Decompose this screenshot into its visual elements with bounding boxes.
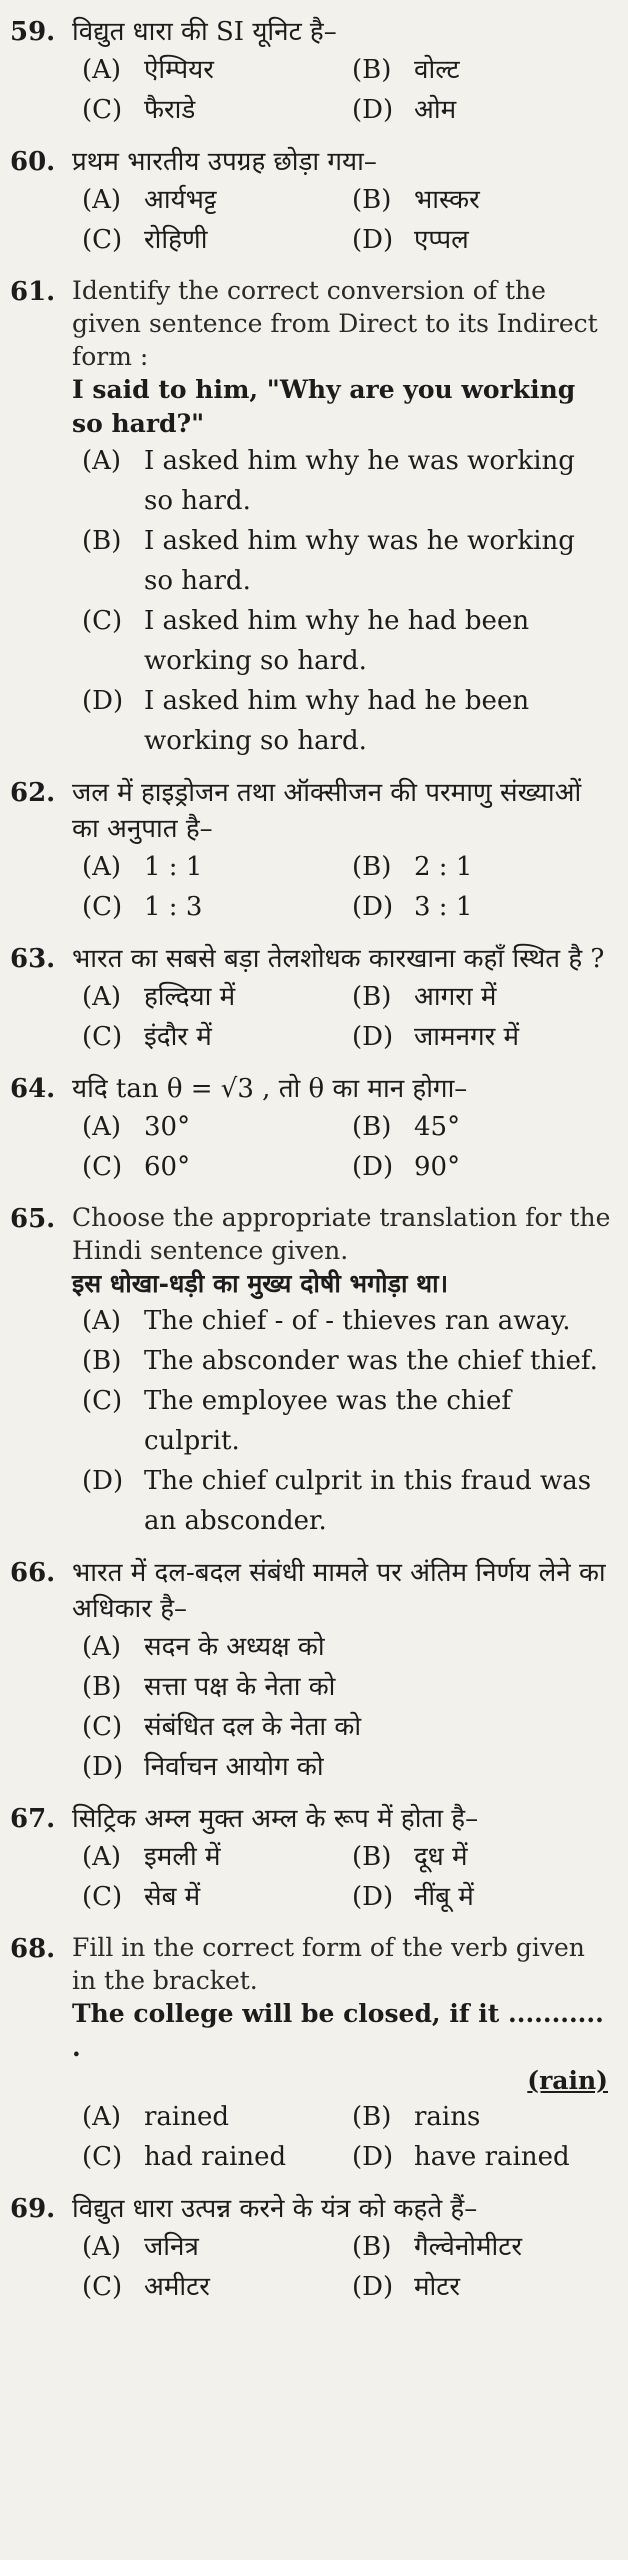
option-label: (B) bbox=[352, 55, 392, 85]
option-a bbox=[82, 847, 342, 887]
option-text: नींबू में bbox=[414, 1882, 474, 1912]
option-a bbox=[82, 1301, 612, 1341]
option-label: (A) bbox=[82, 2232, 122, 2262]
option-c bbox=[82, 2137, 342, 2177]
option-a bbox=[82, 441, 612, 521]
option-text: 60° bbox=[144, 1152, 191, 1182]
option-text: I asked him why had he been working so hard. bbox=[144, 686, 530, 756]
question-number: 59. bbox=[10, 17, 56, 47]
option-a bbox=[82, 2097, 342, 2137]
option-label: (A) bbox=[82, 185, 122, 215]
question-61 bbox=[10, 274, 612, 761]
question-59 bbox=[10, 14, 612, 130]
option-text: अमीटर bbox=[144, 2272, 210, 2302]
option-d bbox=[352, 1147, 612, 1187]
question-number: 61. bbox=[10, 277, 56, 307]
option-label: (D) bbox=[352, 2272, 394, 2302]
option-label: (A) bbox=[82, 446, 122, 476]
option-c bbox=[82, 90, 342, 130]
question-number: 64. bbox=[10, 1074, 56, 1104]
option-label: (A) bbox=[82, 1306, 122, 1336]
option-text: have rained bbox=[414, 2142, 570, 2172]
option-label: (B) bbox=[352, 1112, 392, 1142]
options bbox=[82, 2227, 612, 2307]
option-text: एप्पल bbox=[414, 225, 469, 255]
option-text: I asked him why he was working so hard. bbox=[144, 446, 575, 516]
question-number: 65. bbox=[10, 1204, 56, 1234]
option-c bbox=[82, 601, 612, 681]
option-b bbox=[352, 2097, 612, 2137]
question-69 bbox=[10, 2191, 612, 2307]
option-d bbox=[352, 2267, 612, 2307]
option-label: (C) bbox=[82, 1882, 123, 1912]
option-b bbox=[352, 977, 612, 1017]
option-text: जनित्र bbox=[144, 2232, 199, 2262]
option-label: (B) bbox=[352, 2102, 392, 2132]
option-c bbox=[82, 2267, 342, 2307]
question-number: 66. bbox=[10, 1558, 56, 1588]
options bbox=[82, 2097, 612, 2177]
option-label: (B) bbox=[82, 1672, 122, 1702]
question-67 bbox=[10, 1801, 612, 1917]
option-label: (B) bbox=[352, 982, 392, 1012]
option-text: हल्दिया में bbox=[144, 982, 236, 1012]
question-66 bbox=[10, 1555, 612, 1787]
option-text: सदन के अध्यक्ष को bbox=[144, 1632, 325, 1662]
option-a bbox=[82, 50, 342, 90]
option-d bbox=[352, 887, 612, 927]
option-label: (B) bbox=[82, 526, 122, 556]
option-label: (B) bbox=[352, 1842, 392, 1872]
question-stem: Choose the appropriate translation for the Hindi sentence given. bbox=[72, 1203, 611, 1265]
question-68 bbox=[10, 1931, 612, 2177]
option-text: I asked him why was he working so hard. bbox=[144, 526, 575, 596]
options bbox=[82, 977, 612, 1057]
option-label: (A) bbox=[82, 55, 122, 85]
option-label: (A) bbox=[82, 982, 122, 1012]
question-stem: Identify the correct conversion of the given sentence from Direct to its Indirect form : bbox=[72, 276, 598, 371]
option-text: भास्कर bbox=[414, 185, 480, 215]
option-text: इंदौर में bbox=[144, 1022, 212, 1052]
option-label: (C) bbox=[82, 1152, 123, 1182]
option-d bbox=[352, 2137, 612, 2177]
option-d bbox=[352, 1017, 612, 1057]
option-label: (A) bbox=[82, 1112, 122, 1142]
option-label: (D) bbox=[352, 1022, 394, 1052]
option-text: rains bbox=[414, 2102, 481, 2132]
option-label: (C) bbox=[82, 1386, 123, 1416]
option-text: ओम bbox=[414, 95, 457, 125]
option-label: (B) bbox=[352, 852, 392, 882]
option-text: आगरा में bbox=[414, 982, 497, 1012]
option-label: (D) bbox=[82, 1752, 124, 1782]
option-b bbox=[82, 1667, 612, 1707]
option-c bbox=[82, 1877, 342, 1917]
option-text: The absconder was the chief thief. bbox=[144, 1346, 598, 1376]
option-text: संबंधित दल के नेता को bbox=[144, 1712, 362, 1742]
option-label: (D) bbox=[352, 2142, 394, 2172]
question-number: 62. bbox=[10, 778, 56, 808]
question-number: 68. bbox=[10, 1934, 56, 1964]
question-stem: विद्युत धारा उत्पन्न करने के यंत्र को कहते हैं– bbox=[72, 2194, 478, 2224]
verb-hint: (rain) bbox=[527, 2066, 608, 2095]
options bbox=[82, 847, 612, 927]
option-text: 1 : 3 bbox=[144, 892, 203, 922]
question-stem: यदि tan θ = √3 , तो θ का मान होगा– bbox=[72, 1074, 468, 1104]
options bbox=[82, 1627, 612, 1787]
option-text: 45° bbox=[414, 1112, 461, 1142]
option-c bbox=[82, 1017, 342, 1057]
option-c bbox=[82, 1381, 612, 1461]
option-a bbox=[82, 1107, 342, 1147]
option-label: (D) bbox=[82, 686, 124, 716]
option-c bbox=[82, 887, 342, 927]
option-text: निर्वाचन आयोग को bbox=[144, 1752, 324, 1782]
question-number: 63. bbox=[10, 944, 56, 974]
option-text: दूध में bbox=[414, 1842, 468, 1872]
option-a bbox=[82, 977, 342, 1017]
option-text: had rained bbox=[144, 2142, 287, 2172]
question-stem: भारत में दल-बदल संबंधी मामले पर अंतिम निर्णय लेने का अधिकार है– bbox=[72, 1558, 606, 1624]
option-label: (C) bbox=[82, 2272, 123, 2302]
option-label: (D) bbox=[352, 225, 394, 255]
option-label: (C) bbox=[82, 95, 123, 125]
options bbox=[82, 50, 612, 130]
option-text: सेब में bbox=[144, 1882, 201, 1912]
option-text: 90° bbox=[414, 1152, 461, 1182]
option-text: rained bbox=[144, 2102, 230, 2132]
question-63 bbox=[10, 941, 612, 1057]
question-number: 67. bbox=[10, 1804, 56, 1834]
question-stem: सिट्रिक अम्ल मुक्त अम्ल के रूप में होता है– bbox=[72, 1804, 479, 1834]
option-d bbox=[352, 1877, 612, 1917]
option-label: (C) bbox=[82, 1712, 123, 1742]
option-b bbox=[82, 1341, 612, 1381]
option-label: (A) bbox=[82, 1842, 122, 1872]
question-stem: Fill in the correct form of the verb given in the bracket. bbox=[72, 1933, 585, 1995]
option-text: 3 : 1 bbox=[414, 892, 473, 922]
option-b bbox=[352, 2227, 612, 2267]
option-b bbox=[352, 1837, 612, 1877]
option-text: The employee was the chief culprit. bbox=[144, 1386, 511, 1456]
question-stem: प्रथम भारतीय उपग्रह छोड़ा गया– bbox=[72, 147, 377, 177]
options bbox=[82, 180, 612, 260]
question-65 bbox=[10, 1201, 612, 1541]
question-64 bbox=[10, 1071, 612, 1187]
option-label: (D) bbox=[352, 1882, 394, 1912]
option-label: (C) bbox=[82, 225, 123, 255]
option-text: फैराडे bbox=[144, 95, 196, 125]
options bbox=[82, 1837, 612, 1917]
option-text: 2 : 1 bbox=[414, 852, 473, 882]
option-c bbox=[82, 1147, 342, 1187]
option-a bbox=[82, 1627, 612, 1667]
options bbox=[82, 441, 612, 761]
option-c bbox=[82, 220, 342, 260]
question-number: 69. bbox=[10, 2194, 56, 2224]
option-b bbox=[352, 50, 612, 90]
question-stem: भारत का सबसे बड़ा तेलशोधक कारखाना कहाँ स्थित है ? bbox=[72, 944, 605, 974]
option-d bbox=[82, 1747, 612, 1787]
option-text: The chief - of - thieves ran away. bbox=[144, 1306, 571, 1336]
question-stem: जल में हाइड्रोजन तथा ऑक्सीजन की परमाणु संख्याओं का अनुपात है– bbox=[72, 778, 582, 844]
option-d bbox=[352, 220, 612, 260]
question-60 bbox=[10, 144, 612, 260]
question-62 bbox=[10, 775, 612, 927]
option-a bbox=[82, 2227, 342, 2267]
option-text: वोल्ट bbox=[414, 55, 460, 85]
option-d bbox=[352, 90, 612, 130]
question-number: 60. bbox=[10, 147, 56, 177]
option-a bbox=[82, 180, 342, 220]
option-label: (A) bbox=[82, 1632, 122, 1662]
option-label: (B) bbox=[352, 185, 392, 215]
option-text: सत्ता पक्ष के नेता को bbox=[144, 1672, 336, 1702]
option-text: आर्यभट्ट bbox=[144, 185, 217, 215]
option-text: The chief culprit in this fraud was an absconder. bbox=[144, 1466, 592, 1536]
option-d bbox=[82, 1461, 612, 1541]
option-b bbox=[352, 847, 612, 887]
option-b bbox=[82, 521, 612, 601]
option-label: (C) bbox=[82, 606, 123, 636]
option-text: रोहिणी bbox=[144, 225, 208, 255]
option-label: (A) bbox=[82, 2102, 122, 2132]
option-label: (D) bbox=[352, 1152, 394, 1182]
option-text: 1 : 1 bbox=[144, 852, 203, 882]
option-label: (B) bbox=[352, 2232, 392, 2262]
question-sentence: The college will be closed, if it ........... . bbox=[72, 1999, 604, 2062]
question-stem: विद्युत धारा की SI यूनिट है– bbox=[72, 17, 337, 47]
option-label: (C) bbox=[82, 1022, 123, 1052]
option-a bbox=[82, 1837, 342, 1877]
option-text: गैल्वेनोमीटर bbox=[414, 2232, 523, 2262]
option-b bbox=[352, 180, 612, 220]
option-label: (C) bbox=[82, 892, 123, 922]
option-text: इमली में bbox=[144, 1842, 221, 1872]
option-d bbox=[82, 681, 612, 761]
option-label: (D) bbox=[82, 1466, 124, 1496]
options bbox=[82, 1107, 612, 1187]
options bbox=[82, 1301, 612, 1541]
option-text: ऐम्पियर bbox=[144, 55, 214, 85]
option-label: (D) bbox=[352, 892, 394, 922]
question-sentence: इस धोखा-धड़ी का मुख्य दोषी भगोड़ा था। bbox=[72, 1269, 449, 1298]
option-label: (C) bbox=[82, 2142, 123, 2172]
option-text: I asked him why he had been working so hard. bbox=[144, 606, 530, 676]
option-text: जामनगर में bbox=[414, 1022, 520, 1052]
option-label: (B) bbox=[82, 1346, 122, 1376]
option-text: मोटर bbox=[414, 2272, 461, 2302]
question-sentence: I said to him, "Why are you working so hard?" bbox=[72, 375, 576, 438]
option-label: (D) bbox=[352, 95, 394, 125]
option-text: 30° bbox=[144, 1112, 191, 1142]
option-label: (A) bbox=[82, 852, 122, 882]
option-c bbox=[82, 1707, 612, 1747]
option-b bbox=[352, 1107, 612, 1147]
